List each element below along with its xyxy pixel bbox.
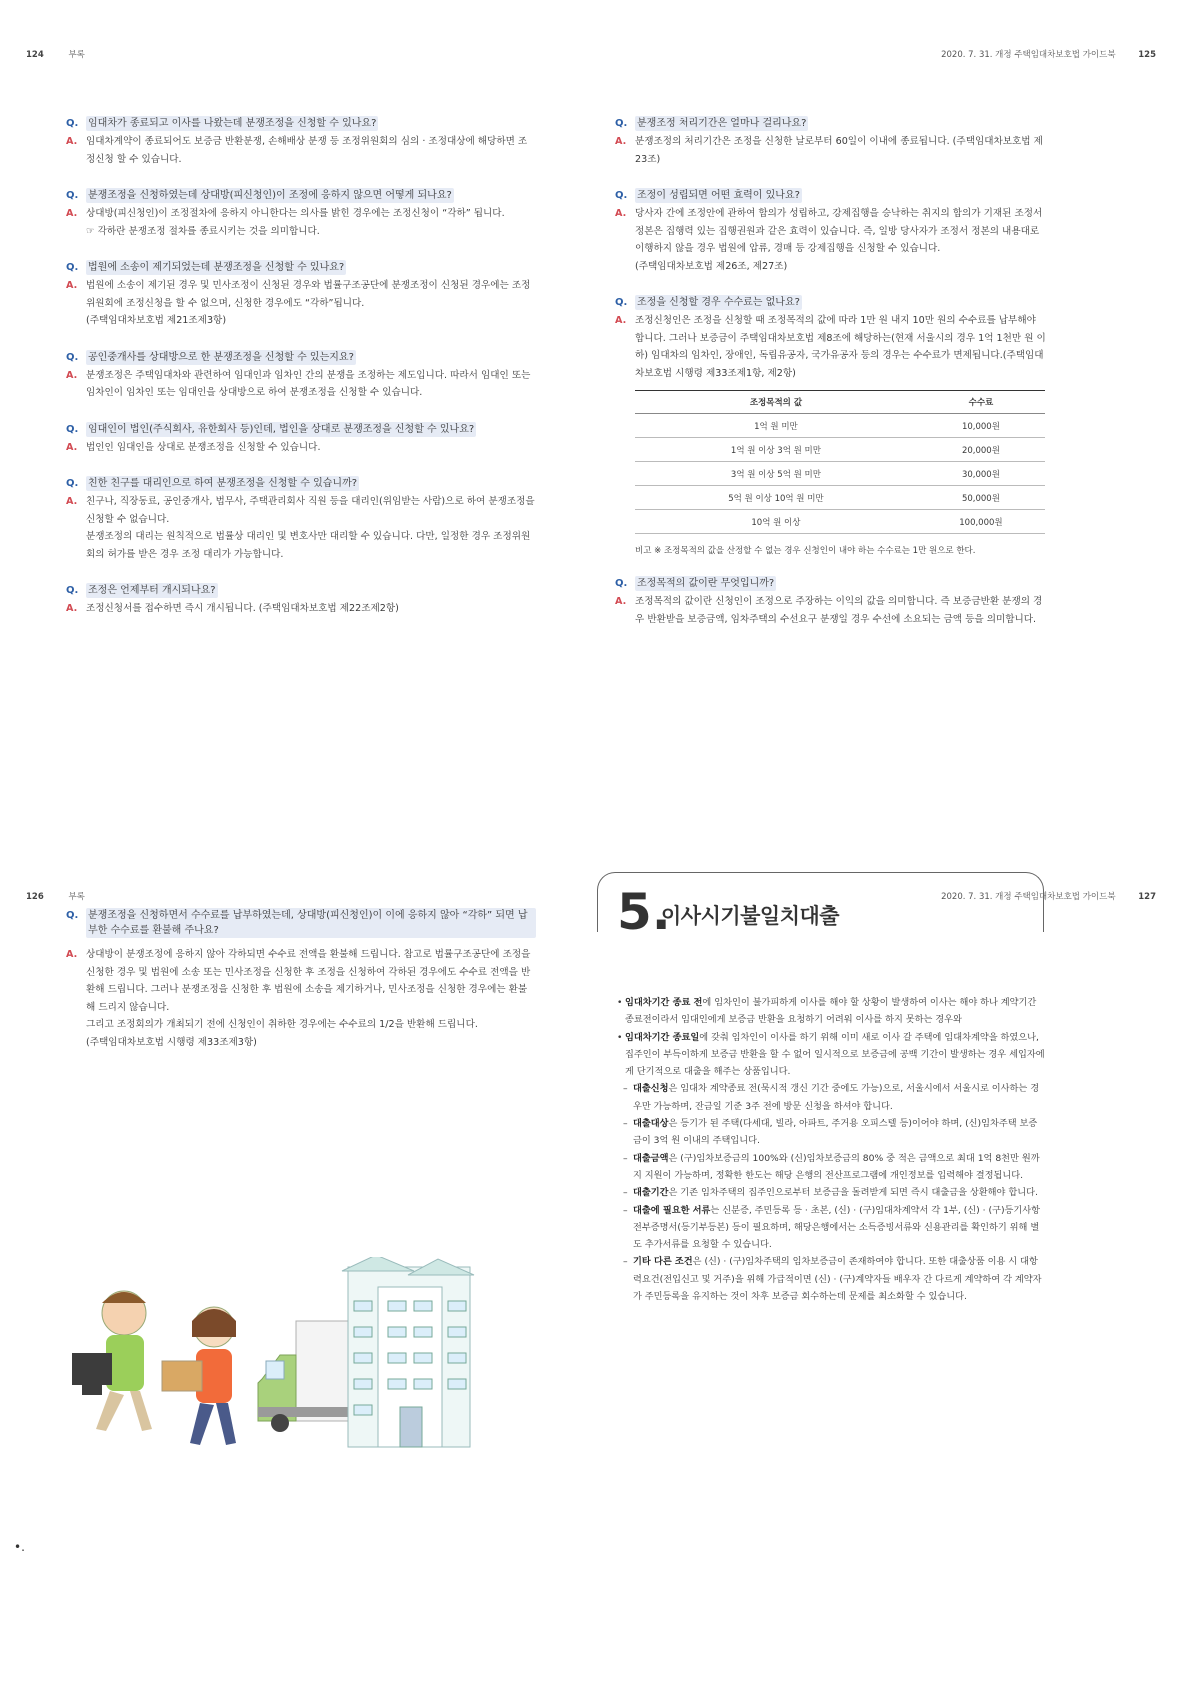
list-item-key: 대출에 필요한 서류 [633, 1204, 711, 1216]
fee-cell-value: 1억 원 이상 3억 원 미만 [635, 438, 917, 462]
fee-cell-value: 1억 원 미만 [635, 414, 917, 438]
question: 조정은 언제부터 개시되나요? [88, 585, 216, 596]
question: 임대차가 종료되고 이사를 나왔는데 분쟁조정을 신청할 수 있나요? [88, 118, 377, 129]
a-mark: A. [66, 949, 78, 960]
answer-citation: (주택임대차보호법 제21조제3항) [86, 315, 227, 326]
fee-cell-amount: 30,000원 [917, 462, 1045, 486]
section-number: 5. [613, 886, 675, 938]
list-item-text: 은 기존 임차주택의 집주인으로부터 보증금을 돌려받게 되면 즉시 대출금을 상환해야 합니다. [668, 1187, 1038, 1199]
list-item [617, 1029, 1045, 1081]
qa-item [66, 583, 536, 618]
fee-cell-amount: 50,000원 [917, 486, 1045, 510]
fee-table-note: 비고 ※ 조정목적의 값을 산정할 수 없는 경우 신청인이 내야 하는 수수료는 1만 원으로 한다. [635, 546, 976, 556]
q-mark: Q. [615, 578, 628, 589]
q-mark: Q. [615, 118, 628, 129]
answer: 그리고 조정회의가 개최되기 전에 신청인이 취하한 경우에는 수수료의 1/2을 반환해 드립니다. [86, 1019, 478, 1030]
a-mark: A. [615, 315, 627, 326]
page-number: 127 [1138, 892, 1156, 902]
dash-icon: – [623, 1187, 628, 1199]
a-mark: A. [66, 369, 78, 381]
page-number: 125 [1138, 50, 1156, 60]
q-mark: Q. [615, 190, 628, 201]
qa-item [66, 350, 536, 402]
list-item-key: 임대차기간 종료일 [625, 1031, 700, 1043]
table-row [635, 414, 1045, 438]
fee-cell-amount: 20,000원 [917, 438, 1045, 462]
page-header-label: 2020. 7. 31. 개정 주택임대차보호법 가이드북 [941, 892, 1116, 902]
fee-cell-value: 10억 원 이상 [635, 510, 917, 534]
answer: 임대차계약이 종료되어도 보증금 반환분쟁, 손해배상 분쟁 등 조정위원회의 심의 · 조정대상에 해당하면 조정신청 할 수 있습니다. [86, 136, 528, 165]
table-row [635, 462, 1045, 486]
answer-note: ☞ 각하란 분쟁조정 절차를 종료시키는 것을 의미합니다. [86, 225, 320, 237]
man-carrying-monitor-illustration [72, 1291, 152, 1431]
list-item [623, 1115, 1045, 1150]
list-item-text: 은 (신) · (구)임차주택의 임차보증금이 존재하여야 합니다. 또한 대출상품 이용 시 대항력요건(전입신고 및 거주)을 위해 가급적이면 (신) · (구)계약자들 배우자 간 다르게 계약하여 각 계약자가 주민등록을 유지하는 것이 차후 보증금 회수하는데 문제를 최소화할 수 있습니다. [633, 1256, 1042, 1303]
a-mark: A. [66, 280, 78, 291]
building-illustration [342, 1257, 474, 1447]
page-number: 124 [26, 50, 44, 60]
bottom-marker: •. [14, 1540, 25, 1554]
list-item-key: 임대차기간 종료 전 [625, 997, 703, 1008]
q-mark: Q. [66, 910, 79, 921]
qa-item [615, 576, 1047, 628]
woman-carrying-box-illustration [162, 1307, 236, 1445]
qa-item [66, 260, 536, 330]
q-mark: Q. [66, 351, 79, 363]
q-mark: Q. [66, 190, 79, 201]
question: 공인중개사를 상대방으로 한 분쟁조정을 신청할 수 있는지요? [88, 351, 354, 363]
qa-item [66, 188, 536, 240]
fee-header-value: 조정목적의 값 [635, 391, 917, 414]
page-header-label: 2020. 7. 31. 개정 주택임대차보호법 가이드북 [941, 50, 1116, 60]
qa-column [615, 116, 1047, 648]
answer: 분쟁조정의 처리기간은 조정을 신청한 날로부터 60일이 이내에 종료됩니다. (주택임대차보호법 제23조) [635, 136, 1043, 165]
q-mark: Q. [66, 478, 79, 489]
qa-item [66, 116, 536, 168]
list-item-key: 대출기간 [633, 1187, 669, 1199]
a-mark: A. [615, 596, 627, 607]
list-item [623, 1253, 1045, 1305]
fee-table [635, 390, 1045, 534]
page-124 [0, 0, 595, 842]
answer-citation: (주택임대차보호법 제26조, 제27조) [635, 260, 788, 272]
answer: 법원에 소송이 제기된 경우 및 민사조정이 신청된 경우와 법률구조공단에 분쟁조정이 신청된 경우에는 조정위원회에 조정신청을 할 수 없으며, 신청한 경우에도 “각하”됩니다. [86, 280, 531, 309]
dash-icon: – [623, 1083, 628, 1095]
answer: 법인인 임대인을 상대로 분쟁조정을 신청할 수 있습니다. [86, 441, 321, 453]
a-mark: A. [66, 136, 78, 147]
answer: 조정목적의 값이란 신청인이 조정으로 주장하는 이익의 값을 의미합니다. 즉 보증금반환 분쟁의 경우 반환받을 보증금액, 임차주택의 수선요구 분쟁일 경우 수선에 소요되는 금액 등을 의미합니다. [635, 596, 1043, 625]
fee-cell-amount: 10,000원 [917, 414, 1045, 438]
list-item-key: 대출대상 [633, 1118, 669, 1130]
fee-table-header [635, 391, 1045, 414]
question: 조정을 신청할 경우 수수료는 없나요? [637, 297, 800, 308]
qa-item [615, 116, 1047, 168]
qa-column [66, 116, 536, 638]
question: 분쟁조정을 신청하면서 수수료를 납부하였는데, 상대방(피신청인)이 이에 응하지 않아 “각하” 되면 납부한 수수료를 환불해 주나요? [86, 908, 536, 938]
a-mark: A. [66, 441, 78, 453]
list-item [623, 1184, 1045, 1201]
list-item-key: 기타 다른 조건 [633, 1256, 693, 1268]
question: 친한 친구를 대리인으로 하여 분쟁조정을 신청할 수 있습니까? [88, 478, 358, 489]
list-item [617, 994, 1045, 1029]
qa-item [615, 295, 1047, 558]
list-item-key: 대출신청 [633, 1083, 669, 1095]
q-mark: Q. [615, 297, 628, 308]
page-127 [595, 842, 1190, 1684]
list-item-text: 에 임차인이 불가피하게 이사를 해야 할 상황이 발생하여 이사는 해야 하나 계약기간 종료전이라서 임대인에게 보증금 반환을 요청하기 어려워 이사를 하지 못하는 경우와 [625, 997, 1037, 1026]
fee-cell-value: 3억 원 이상 5억 원 미만 [635, 462, 917, 486]
dash-icon: – [623, 1256, 628, 1268]
answer: 분쟁조정은 주택임대차와 관련하여 임대인과 임차인 간의 분쟁을 조정하는 제도입니다. 따라서 임대인 또는 임차인이 임차인 또는 임대인을 상대방으로 하여 분쟁조정을 신청할 수 있습니다. [86, 369, 531, 398]
question: 조정목적의 값이란 무엇입니까? [637, 578, 775, 589]
list-item-text: 는 신분증, 주민등록 등 · 초본, (신) · (구)임대차계약서 각 1부, (신) · (구)등기사항전부증명서(등기부등본) 등이 필요하며, 해당은행에서는 소득증빙서류와 신용관리를 확인하기 위해 별도 추가서류를 요청할 수 있습니다. [633, 1204, 1041, 1251]
a-mark: A. [615, 136, 627, 147]
list-item-text: 은 등기가 된 주택(다세대, 빌라, 아파트, 주거용 오피스텔 등)이어야 하며, (신)임차주택 보증금이 3억 원 이내의 주택입니다. [633, 1118, 1038, 1147]
page-header [941, 48, 1156, 60]
qa-item [615, 188, 1047, 275]
a-mark: A. [615, 208, 627, 219]
page-number: 126 [26, 892, 44, 902]
list-item [623, 1202, 1045, 1254]
page-126 [0, 842, 595, 1684]
list-item-text: 은 임대차 계약종료 전(묵시적 갱신 기간 중에도 가능)으로, 서울시에서 서울시로 이사하는 경우만 가능하며, 잔금일 기준 3주 전에 방문 신청을 하셔야 합니다. [633, 1083, 1040, 1112]
list-item-text: 에 갖춰 임차인이 이사를 하기 위해 이미 새로 이사 갈 주택에 임대차계약을 하였으나, 집주인이 부득이하게 보증금 반환을 할 수 없어 일시적으로 보증금에 공백 기간이 발생하는 경우 세입자에게 단기적으로 대출을 해주는 상품입니다. [625, 1031, 1045, 1078]
q-mark: Q. [66, 262, 79, 273]
page-header-label: 부록 [68, 50, 85, 60]
list-item [623, 1150, 1045, 1185]
bullet-icon: • [617, 1031, 623, 1043]
dash-icon: – [623, 1118, 628, 1130]
answer: 조정신청서를 접수하면 즉시 개시됩니다. (주택임대차보호법 제22조제2항) [86, 603, 399, 614]
fee-cell-amount: 100,000원 [917, 510, 1045, 534]
answer: 당사자 간에 조정안에 관하여 합의가 성립하고, 강제집행을 승낙하는 취지의 합의가 기재된 조정서 정본은 집행력 있는 집행권원과 같은 효력이 있습니다. 즉, 일방 당사자가 조정서 정본의 내용대로 이행하지 않을 경우 법원에 압류, 경매 등 강제집행을 신청할 수 있습니다. [635, 208, 1043, 254]
a-mark: A. [66, 603, 78, 614]
loan-info-list [617, 994, 1045, 1305]
answer: 조정신청인은 조정을 신청할 때 조정목적의 값에 따라 1만 원 내지 10만 원의 수수료를 납부해야 합니다. 그러나 보증금이 주택임대차보호법 제8조에 해당하는(현재 서울시의 경우 1억 1천만 원 이하) 임대차의 임차인, 장애인, 독립유공자, 국가유공자 등의 경우는 수수료가 면제됩니다.(주택임대차보호법 시행령 제33조제1항, 제2항) [635, 315, 1046, 379]
dash-icon: – [623, 1204, 628, 1216]
q-mark: Q. [66, 585, 79, 596]
table-row [635, 438, 1045, 462]
list-item-key: 대출금액 [633, 1152, 669, 1164]
page-header [26, 48, 85, 60]
answer-citation: (주택임대차보호법 시행령 제33조제3항) [86, 1036, 257, 1048]
section-title: 이사시기불일치대출 [661, 904, 840, 928]
qa-item [66, 422, 536, 457]
page-header [26, 890, 85, 902]
answer: 상대방(피신청인)이 조정절차에 응하지 아니한다는 의사를 밝힌 경우에는 조정신청이 “각하” 됩니다. [86, 208, 505, 219]
q-mark: Q. [66, 423, 79, 435]
question: 임대인이 법인(주식회사, 유한회사 등)인데, 법인을 상대로 분쟁조정을 신청할 수 있나요? [88, 423, 475, 435]
answer: 분쟁조정의 대리는 원칙적으로 법률상 대리인 및 변호사만 대리할 수 있습니다. 다만, 일정한 경우 조정위원회의 허가를 받은 경우 조정 대리가 가능합니다. [86, 531, 531, 560]
q-mark: Q. [66, 118, 79, 129]
page-header-label: 부록 [68, 892, 85, 902]
qa-item [66, 908, 536, 1051]
table-row [635, 486, 1045, 510]
answer: 상대방이 분쟁조정에 응하지 않아 각하되면 수수료 전액을 환불해 드립니다. 참고로 법률구조공단에 조정을 신청한 경우 및 법원에 소송 또는 민사조정을 신청한 후 조정을 신청하여 각하된 경우에도 수수료 전액을 반환해 드립니다. 그러나 분쟁조정을 신청한 후 법원에 소송을 제기하거나, 민사조정을 신청한 경우에는 환불해 드리지 않습니다. [86, 949, 531, 1013]
list-item-text: 은 (구)임차보증금의 100%와 (신)임차보증금의 80% 중 적은 금액으로 최대 1억 8천만 원까지 지원이 가능하며, 정확한 한도는 해당 은행의 전산프로그램에 개인정보를 입력해야 결정됩니다. [633, 1152, 1040, 1181]
question: 조정이 성립되면 어떤 효력이 있나요? [637, 190, 800, 201]
qa-column [66, 908, 536, 1071]
a-mark: A. [66, 208, 78, 219]
list-item [623, 1080, 1045, 1115]
table-row [635, 510, 1045, 534]
answer: 친구나, 직장동료, 공인중개사, 법무사, 주택관리회사 직원 등을 대리인(위임받는 사람)으로 하여 분쟁조정을 신청할 수 없습니다. [86, 496, 535, 525]
question: 분쟁조정을 신청하였는데 상대방(피신청인)이 조정에 응하지 않으면 어떻게 되나요? [88, 190, 452, 201]
fee-cell-value: 5억 원 이상 10억 원 미만 [635, 486, 917, 510]
fee-header-fee: 수수료 [917, 391, 1045, 414]
bullet-icon: • [617, 997, 623, 1008]
qa-item [66, 476, 536, 563]
moving-illustration [66, 1257, 486, 1457]
a-mark: A. [66, 496, 78, 507]
page-125 [595, 0, 1190, 842]
question: 법원에 소송이 제기되었는데 분쟁조정을 신청할 수 있나요? [88, 262, 345, 273]
question: 분쟁조정 처리기간은 얼마나 걸리나요? [637, 118, 807, 129]
dash-icon: – [623, 1152, 628, 1164]
